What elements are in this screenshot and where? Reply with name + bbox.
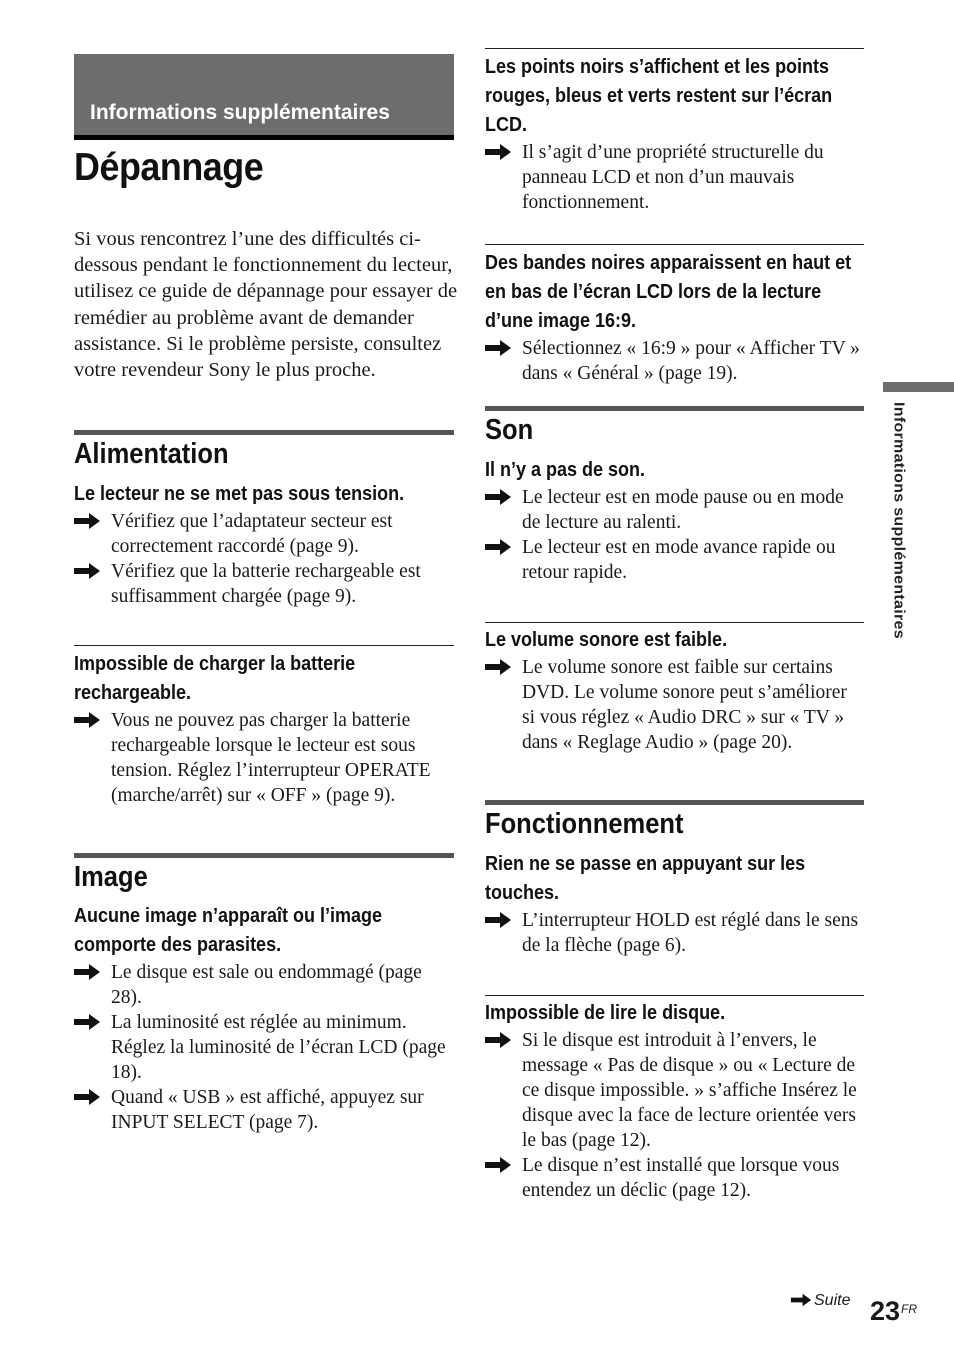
question-heading: Le lecteur ne se met pas sous tension. bbox=[74, 483, 405, 505]
section-title-image: Image bbox=[74, 861, 148, 893]
answer-item: Il s’agit d’une propriété structurelle du panneau LCD et non d’un mauvais fonctionnement. bbox=[485, 140, 864, 215]
answer-item: Le disque n’est installé que lorsque vous entendez un déclic (page 12). bbox=[485, 1153, 864, 1203]
right-arrow-icon bbox=[485, 538, 511, 556]
alimentation-section bbox=[74, 430, 454, 609]
question-rule bbox=[485, 995, 864, 996]
image-question-2 bbox=[485, 48, 864, 215]
answer-item: L’interrupteur HOLD est réglé dans le sens de la flèche (page 6). bbox=[485, 908, 864, 958]
alimentation-question-2 bbox=[74, 645, 454, 808]
answer-item: Sélectionnez « 16:9 » pour « Afficher TV » dans « Général » (page 19). bbox=[485, 336, 864, 386]
answer-item: Vérifiez que l’adaptateur secteur est correctement raccordé (page 9). bbox=[74, 509, 454, 559]
answer-item: Si le disque est introduit à l’envers, le message « Pas de disque » ou « Lecture de ce disque impossible. » s’affiche Insérez le disque avec la face de lecture orientée vers le bas (page 12). bbox=[485, 1028, 864, 1153]
son-question-2 bbox=[485, 622, 864, 755]
question-heading: Le volume sonore est faible. bbox=[485, 629, 728, 651]
image-question-3 bbox=[485, 244, 864, 386]
answer-item: Vérifiez que la batterie rechargeable est suffisamment chargée (page 9). bbox=[74, 559, 454, 609]
fonctionnement-section bbox=[485, 800, 864, 958]
section-rule bbox=[485, 406, 864, 411]
question-heading: Rien ne se passe en appuyant sur les touches. bbox=[485, 853, 806, 904]
question-rule bbox=[74, 645, 454, 646]
right-arrow-icon bbox=[485, 1156, 511, 1174]
section-rule bbox=[485, 800, 864, 805]
section-title-alimentation: Alimentation bbox=[74, 438, 229, 470]
right-arrow-icon bbox=[485, 658, 511, 676]
continue-indicator bbox=[790, 1292, 850, 1310]
right-arrow-icon bbox=[485, 143, 511, 161]
right-arrow-icon bbox=[485, 911, 511, 929]
image-section bbox=[74, 853, 454, 1135]
section-banner bbox=[74, 54, 454, 140]
page-number: 23 bbox=[870, 1296, 901, 1326]
answer-item: Vous ne pouvez pas charger la batterie rechargeable lorsque le lecteur est sous tension. Réglez l’interrupteur OPERATE (marche/arrêt) sur « OFF » (page 9). bbox=[74, 708, 454, 808]
section-title-son: Son bbox=[485, 414, 534, 446]
son-section bbox=[485, 406, 864, 585]
right-arrow-icon bbox=[485, 339, 511, 357]
answer-item: Le volume sonore est faible sur certains DVD. Le volume sonore peut s’améliorer si vous réglez « Audio DRC » sur « TV » dans « Reglage Audio » (page 20). bbox=[485, 655, 864, 755]
answer-item: Le lecteur est en mode pause ou en mode de lecture au ralenti. bbox=[485, 485, 864, 535]
question-heading: Impossible de charger la batterie rechargeable. bbox=[74, 653, 356, 704]
answer-item: La luminosité est réglée au minimum. Réglez la luminosité de l’écran LCD (page 18). bbox=[74, 1010, 454, 1085]
question-heading: Il n’y a pas de son. bbox=[485, 459, 646, 481]
question-heading: Les points noirs s’affichent et les points rouges, bleus et verts restent sur l’écran LCD. bbox=[485, 56, 833, 136]
right-arrow-icon bbox=[74, 512, 100, 530]
right-arrow-icon bbox=[74, 1013, 100, 1031]
question-rule bbox=[485, 48, 864, 49]
question-heading: Aucune image n’apparaît ou l’image comporte des parasites. bbox=[74, 905, 383, 956]
right-arrow-icon bbox=[74, 963, 100, 981]
intro-paragraph: Si vous rencontrez l’une des difficultés ci-dessous pendant le fonctionnement du lecteur, utilisez ce guide de dépannage pour essayer de remédier au problème avant de demander assistance. Si le problème persiste, consultez votre revendeur Sony le plus proche. bbox=[74, 228, 458, 382]
page-language-suffix: FR bbox=[901, 1302, 917, 1316]
question-heading: Impossible de lire le disque. bbox=[485, 1002, 726, 1024]
question-rule bbox=[485, 244, 864, 245]
continue-label: Suite bbox=[814, 1292, 851, 1309]
right-arrow-icon bbox=[485, 488, 511, 506]
right-arrow-icon bbox=[485, 1031, 511, 1049]
side-tab-label: Informations supplémentaires bbox=[890, 402, 907, 639]
answer-item: Le disque est sale ou endommagé (page 28). bbox=[74, 960, 454, 1010]
section-title-fonctionnement: Fonctionnement bbox=[485, 808, 684, 840]
right-arrow-icon bbox=[74, 1088, 100, 1106]
section-rule bbox=[74, 853, 454, 858]
question-rule bbox=[485, 622, 864, 623]
page-title: Dépannage bbox=[74, 146, 264, 189]
fonctionnement-question-2 bbox=[485, 995, 864, 1203]
right-arrow-icon bbox=[790, 1293, 812, 1307]
side-tab-marker bbox=[883, 382, 954, 392]
section-label: Informations supplémentaires bbox=[90, 101, 390, 124]
answer-item: Le lecteur est en mode avance rapide ou retour rapide. bbox=[485, 535, 864, 585]
right-arrow-icon bbox=[74, 711, 100, 729]
section-rule bbox=[74, 430, 454, 435]
answer-item: Quand « USB » est affiché, appuyez sur INPUT SELECT (page 7). bbox=[74, 1085, 454, 1135]
right-arrow-icon bbox=[74, 562, 100, 580]
question-heading: Des bandes noires apparaissent en haut et en bas de l’écran LCD lors de la lecture d’une image 16:9. bbox=[485, 252, 852, 332]
